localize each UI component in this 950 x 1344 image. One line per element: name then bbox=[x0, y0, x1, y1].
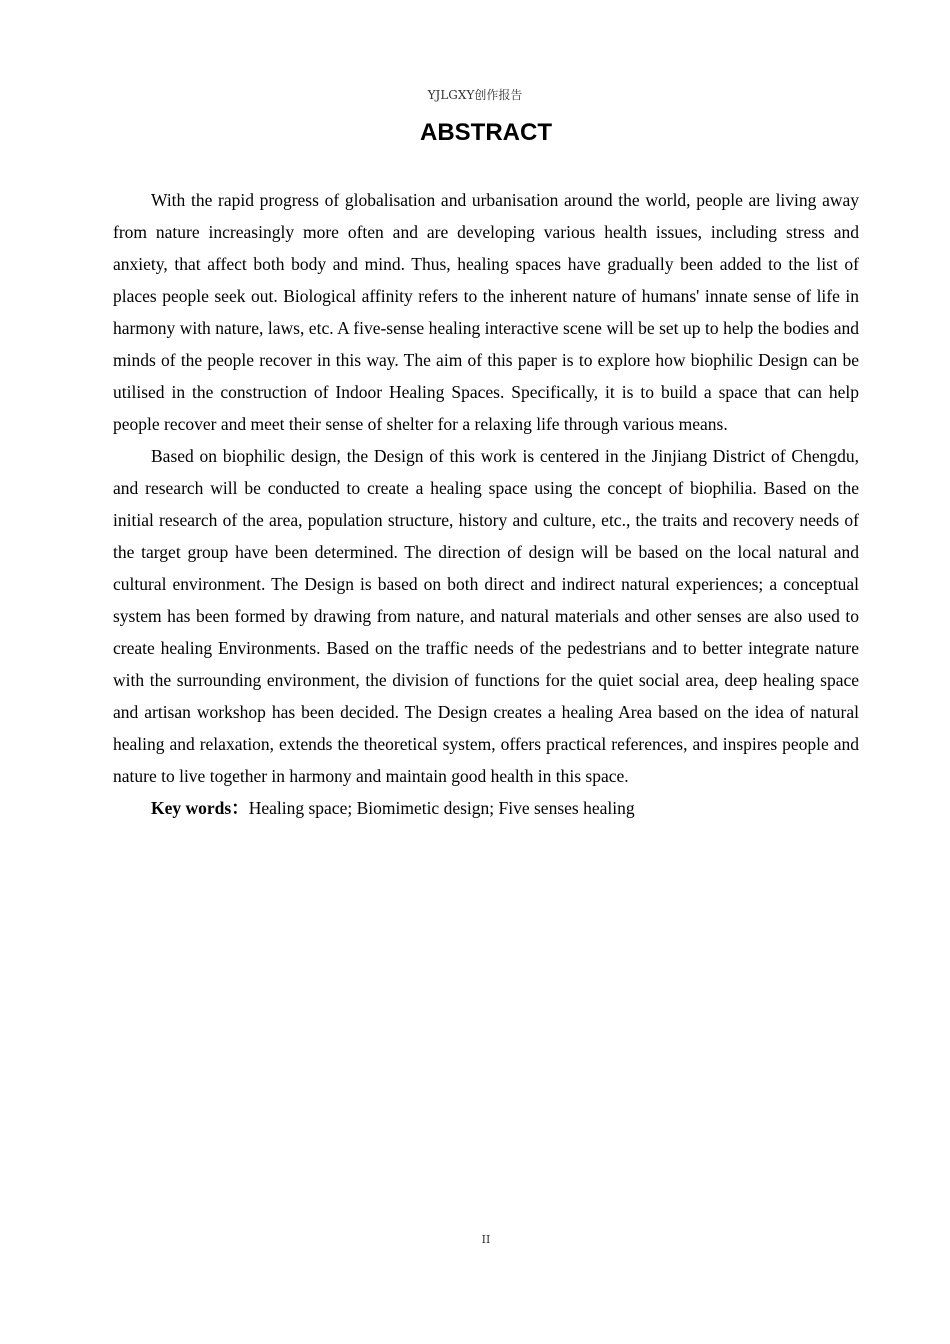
page-number: II bbox=[481, 1233, 491, 1246]
abstract-title: ABSTRACT bbox=[420, 119, 552, 146]
keywords-text: Healing space; Biomimetic design; Five senses healing bbox=[248, 798, 635, 818]
abstract-body bbox=[113, 184, 859, 824]
abstract-paragraph-2: Based on biophilic design, the Design of this work is centered in the Jinjiang District of Chengdu, and research will be conducted to create a healing space using the concept of biophilia. Based on the initial research of the area, population structure, history and culture, etc., the traits and recovery needs of the target group have been determined. The direction of design will be based on the local natural and cultural environment. The Design is based on both direct and indirect natural experiences; a conceptual system has been formed by drawing from nature, and natural materials and other senses are also used to create healing Environments. Based on the traffic needs of the pedestrians and to better integrate nature with the surrounding environment, the division of functions for the quiet social area, deep healing space and artisan workshop has been decided. The Design creates a healing Area based on the idea of natural healing and relaxation, extends the theoretical system, offers practical references, and inspires people and nature to live together in harmony and maintain good health in this space. bbox=[113, 446, 859, 786]
running-header: YJLGXY创作报告 bbox=[427, 88, 523, 102]
keywords-line bbox=[113, 792, 859, 824]
keywords-label: Key words： bbox=[151, 798, 249, 818]
abstract-paragraph-1: With the rapid progress of globalisation and urbanisation around the world, people are living away from nature increasingly more often and are developing various health issues, including stress and anxiety, that affect both body and mind. Thus, healing spaces have gradually been added to the list of places people seek out. Biological affinity refers to the inherent nature of humans' innate sense of life in harmony with nature, laws, etc. A five-sense healing interactive scene will be set up to help the bodies and minds of the people recover in this way. The aim of this paper is to explore how biophilic Design can be utilised in the construction of Indoor Healing Spaces. Specifically, it is to build a space that can help people recover and meet their sense of shelter for a relaxing life through various means. bbox=[113, 190, 859, 434]
